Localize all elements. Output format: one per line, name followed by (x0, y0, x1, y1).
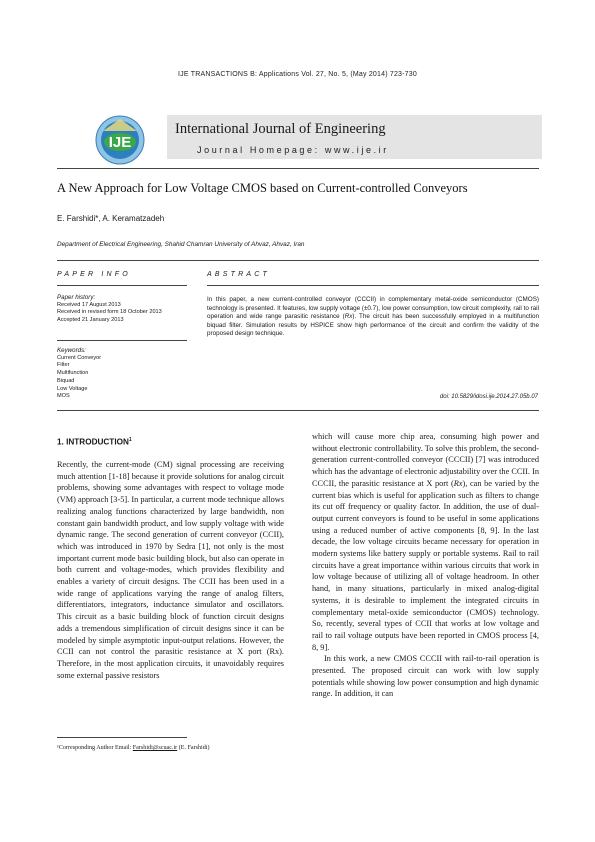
keyword-item: Biquad (57, 377, 75, 384)
paper-authors: E. Farshidi*, A. Keramatzadeh (57, 214, 165, 223)
abstract-rx: Rx (344, 313, 353, 320)
keyword-item: Low Voltage (57, 385, 88, 392)
doi-link[interactable]: doi: 10.5829/idosi.ije.2014.27.05b.07 (439, 394, 538, 400)
intro-left-column (57, 459, 284, 681)
abstract-part-1: In this paper, a new current-controlled conveyor (CCCII) in complementary metal-oxide semiconductor (CMOS) technology is presented. It features, low supply voltage (±0.7), low power consumption, low circuit complexity, rail to rail operation and wide range parasitic resistance ( (207, 296, 539, 320)
keyword-item: Multifunction (57, 370, 89, 377)
logo-text: IJE (108, 134, 132, 151)
section-heading-introduction (57, 437, 132, 447)
corresponding-author-footnote: ¹Corresponding Author Email: Farshidi@scuac.ir (E. Farshidi) (57, 745, 210, 751)
abstract-text (207, 296, 539, 339)
keyword-item: MOS (57, 393, 70, 400)
abstract-heading: ABSTRACT (207, 271, 270, 278)
intro-paragraph-2: which will cause more chip area, consuming high power and without electronic controllability. To solve this problem, the second-generation current-controlled conveyor (CCCII) [7] was introduced which has the advantage of electronic adjustability over the CCII. In CCCII, the parasitic resistance at X port (Rx), can be varied by the current bias which is useful for application such as filters to change its cut off frequency or quality factor. In addition, the use of dual-output current conveyors is found to be useful in some applications using a reduced number of active components [8, 9]. In the last decade, the low voltage circuits became necessary for operation in modern systems like battery supply or portable systems. Rail to rail circuits have a great importance within various circuits that work in low voltage because of utilizing all of voltage headroom. In other hand, in many situations, particularly in mixed analog-digital systems, it is desirable to implement the integrated circuits in complementary metal-oxide semiconductor (CMOS) technology. So, recently, several types of CCII that works at low voltage and rail to rail voltage outputs have been reported in CMOS process [4, 8, 9]. (312, 432, 540, 652)
info-rule (57, 285, 187, 286)
paper-affiliation: Department of Electrical Engineering, Shahid Chamran University of Ahvaz, Ahvaz, Iran (57, 241, 305, 248)
journal-title: International Journal of Engineering (175, 121, 386, 137)
history-label: Paper history: (57, 294, 96, 301)
intro-heading-footnote-mark: 1 (128, 437, 132, 443)
running-head: IJE TRANSACTIONS B: Applications Vol. 27, No. 5, (May 2014) 723-730 (178, 71, 417, 78)
paper-title: A New Approach for Low Voltage CMOS based on Current-controlled Conveyors (57, 181, 468, 195)
history-accepted: Accepted 21 January 2013 (57, 316, 124, 323)
paper-history (57, 294, 207, 324)
history-revised: Received in revised form 18 October 2013 (57, 309, 162, 316)
journal-logo (95, 115, 145, 165)
footnote-rule (57, 737, 187, 738)
keyword-item: Filter (57, 362, 70, 369)
intro-heading-text: 1. INTRODUCTION (57, 437, 129, 447)
keyword-item: Current Conveyor (57, 354, 102, 361)
affiliation-divider (57, 260, 539, 261)
abstract-rule (207, 285, 539, 286)
paper-info-heading: PAPER INFO (57, 271, 131, 278)
author-email-link[interactable]: Farshidi@scuac.ir (132, 745, 178, 751)
intro-right-column (312, 431, 539, 700)
keywords-list (57, 347, 207, 401)
history-received: Received 17 August 2013 (57, 301, 121, 308)
abstract-bottom-divider (57, 410, 539, 411)
keywords-label: Keywords: (57, 347, 86, 354)
header-divider (57, 168, 539, 169)
keywords-rule (57, 340, 187, 341)
intro-paragraph-1: Recently, the current-mode (CM) signal processing are receiving much attention [1-18] because it provide solutions for analog circuit problems, showing some advantages with respect to voltage mode (VM) approach [3-5]. In particular, a current mode technique allows realizing analog functions characterized by large bandwidth, non constant gain bandwidth product, and low supply voltage with wide dynamic range. The second generation of current conveyor (CCII), which was introduced in 1970 by Sedra [1], not only is the most important current mode basic building block, but also can operate in both current and voltage-modes, which provides flexibility and enables a variety of circuit designs. The CCII has been used in a wide range of applications varying the range of analog filters, differentiators, integrators, inductance simulator and oscillators. This circuit as a basic building block of function circuit designs adds a tremendous simplification of circuit designs since it can be modeled by simple asymptotic input-output relations. However, the CCII can not control the parasitic resistance at X port (Rx). Therefore, in the most application circuits, it unavoidably requires some external passive resistors (57, 460, 284, 680)
rx-symbol: Rx (453, 478, 463, 488)
journal-homepage: Journal Homepage: www.ije.ir (197, 145, 389, 155)
intro-paragraph-3: In this work, a new CMOS CCCII with rail-to-rail operation is presented. The proposed circuit can work with low supply potentials while showing low power consumption and high dynamic range. In addition, it can (312, 654, 539, 699)
abstract-part-2: ). The circuit has been successfully employed in a multifunction biquad filter. Simulation results by HSPICE show high performance of the circuit and confirm the validity of the proposed design technique. (207, 313, 540, 337)
